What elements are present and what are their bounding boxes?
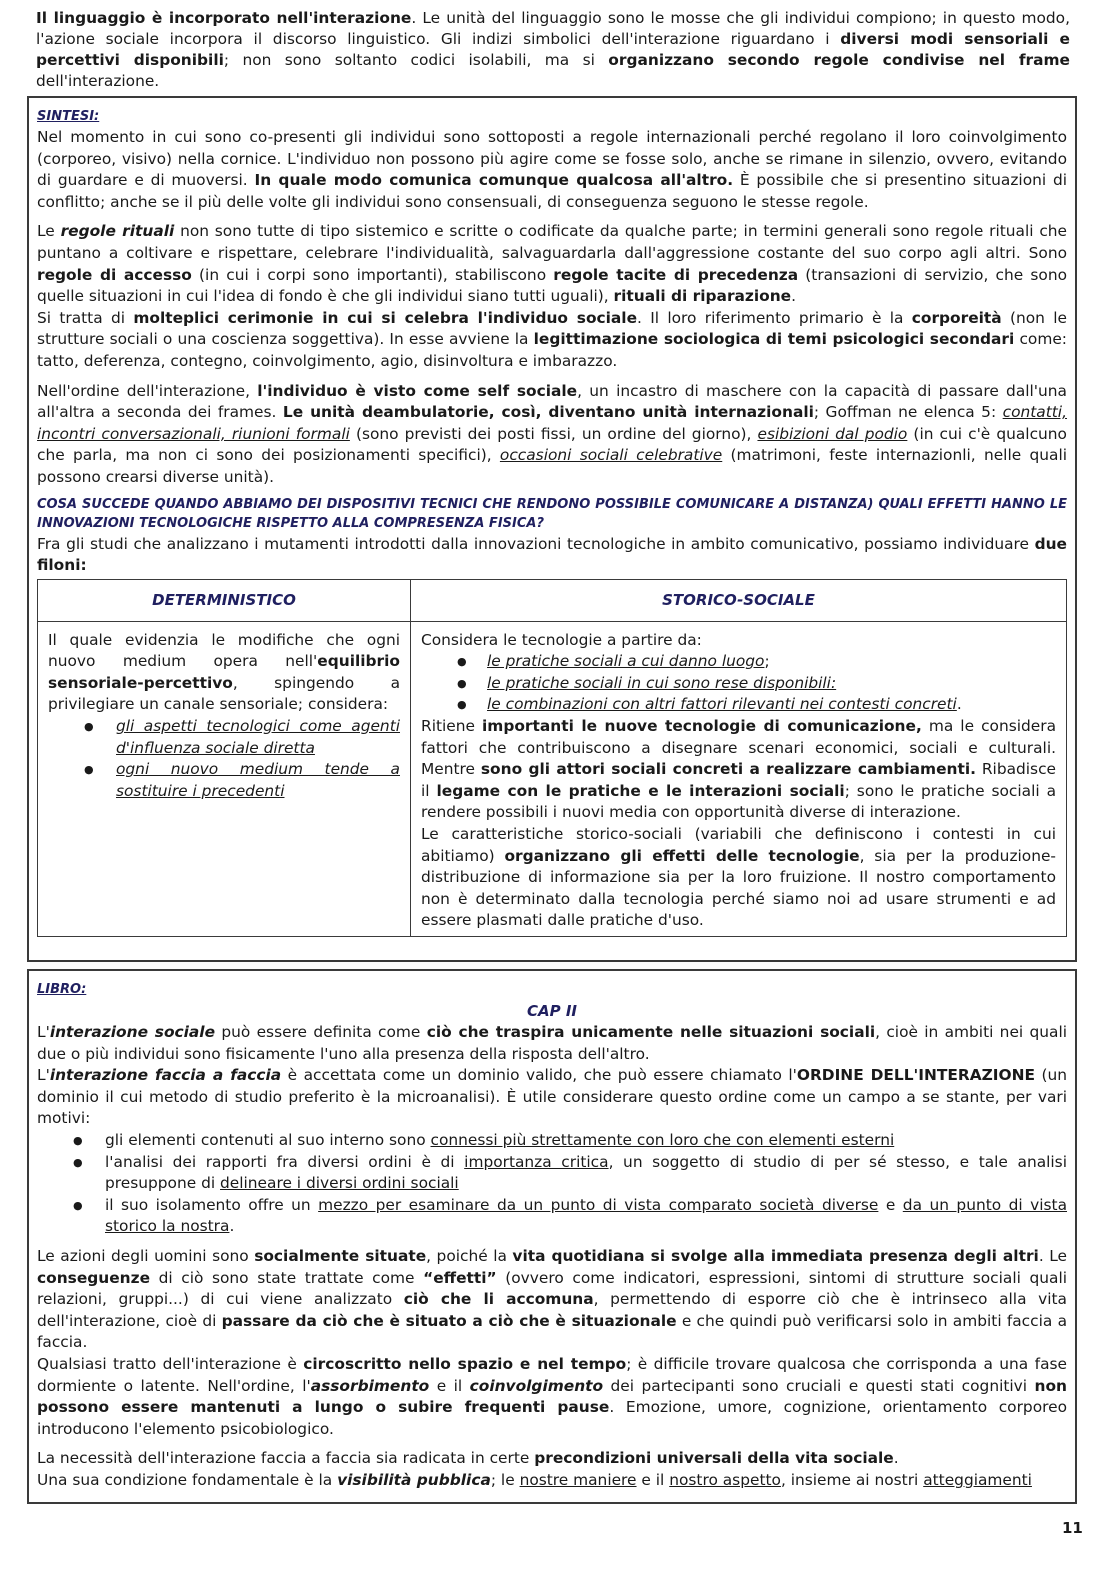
text: . Le unità del linguaggio sono le mosse che gli individui compiono; in questo modo, l'azione sociale incorpora il discorso linguistico. Gli indizi simbolici dell'interazione riguardano i: [36, 9, 1070, 48]
text: , permettendo di esporre ciò che è intrinseco alla vita dell'interazione, cioè di: [37, 1290, 1067, 1330]
cell-text: [48, 630, 400, 716]
list-item: [421, 694, 1056, 716]
bold-text: Le unità deambulatorie, così, diventano unità internazionali: [282, 403, 814, 422]
text: è accettata come un dominio valido, che può essere chiamato l': [281, 1066, 797, 1085]
libro-paragraph-3: [37, 1246, 1067, 1354]
text: può essere definita come: [215, 1023, 427, 1041]
sintesi-label: SINTESI:: [37, 109, 100, 124]
text: , cioè in ambiti nei quali due o più individui sono fisicamente l'uno alla presenza della risposta dell'altro.: [37, 1023, 1067, 1063]
text: e: [878, 1195, 903, 1214]
underlined-text: delineare i diversi ordini sociali: [220, 1174, 459, 1193]
text: ;: [764, 652, 770, 671]
text: non sono tutte di tipo sistemico e scritte o codificate da qualche parte; in termini generali sono regole rituali che puntano a coltivare e rispettare, celebrare l'individualità, salvaguardarla dall'aggressione costante del suo corpo agli altri. Sono: [37, 222, 1067, 262]
text: ma le considera fattori che contribuiscono a disegnare scenari economici, sociali e culturali. Mentre: [421, 717, 1056, 779]
bold-text: passare da ciò che è situato a ciò che è situazionale: [221, 1311, 677, 1330]
text: (ovvero come indicatori, espressioni, sintomi di strutture sociali quali relazioni, gruppi...) di cui viene analizzato: [37, 1268, 1067, 1309]
text: Le: [37, 222, 61, 241]
text: Ritiene: [421, 717, 483, 736]
libro-paragraph-5: [37, 1448, 1067, 1470]
bold-text: socialmente situate: [254, 1246, 427, 1265]
bold-italic-text: regole rituali: [60, 222, 175, 241]
bold-text: diversi modi sensoriali e percettivi disponibili: [36, 30, 1070, 69]
text: dei partecipanti sono cruciali e questi stati cognitivi: [603, 1376, 1035, 1395]
underlined-text: nostro aspetto: [669, 1470, 781, 1489]
sintesi-paragraph-2: [37, 221, 1067, 307]
bold-text: legittimazione sociologica di temi psicologici secondari: [533, 330, 1015, 349]
sintesi-paragraph-4: [37, 381, 1067, 489]
bold-text: sono gli attori sociali concreti a realizzare cambiamenti.: [480, 760, 976, 779]
bold-text: ciò che traspira unicamente nelle situazioni sociali: [426, 1023, 876, 1041]
underlined-text: le pratiche sociali a cui danno luogo: [487, 652, 765, 671]
bold-italic-text: coinvolgimento: [469, 1376, 604, 1395]
text: Le caratteristiche storico-sociali (variabili che definiscono i contesti in cui abitiamo): [421, 825, 1056, 865]
underlined-text: connessi più strettamente con loro che con elementi esterni: [430, 1130, 895, 1149]
bullet-list: [37, 1130, 1067, 1238]
table-header-storico-sociale: STORICO-SOCIALE: [411, 579, 1067, 621]
text: Nell'ordine dell'interazione,: [37, 381, 258, 400]
bold-text: ciò che li accomuna: [403, 1290, 594, 1309]
underlined-text: da un punto di vista storico la nostra: [105, 1195, 1068, 1236]
text: , poiché la: [426, 1246, 513, 1265]
libro-paragraph-1: [37, 1022, 1067, 1065]
bold-text: non possono essere mantenuti a lungo o subire frequenti pause: [37, 1376, 1067, 1417]
bold-text: rituali di riparazione: [613, 287, 792, 306]
text: ; le: [490, 1470, 520, 1489]
list-item: [37, 1152, 1067, 1195]
text: (un dominio il cui metodo di studio preferito è la microanalisi). È utile considerare questo ordine come un campo a se stante, per vari motivi:: [37, 1066, 1067, 1128]
bold-text: In quale modo comunica comunque qualcosa all'altro.: [254, 171, 734, 190]
underlined-text: ogni nuovo medium tende a sostituire i precedenti: [116, 760, 400, 800]
bold-text: molteplici cerimonie in cui si celebra l'individuo sociale: [133, 308, 638, 327]
sintesi-paragraph-3: [37, 308, 1067, 373]
bold-text: conseguenze: [37, 1268, 151, 1287]
text: e il: [636, 1470, 670, 1489]
cell-intro: Considera le tecnologie a partire da:: [421, 630, 702, 649]
text: .: [229, 1217, 235, 1236]
bold-italic-text: interazione faccia a faccia: [49, 1066, 282, 1085]
table-cell-storico-sociale: [411, 621, 1067, 936]
bold-text: Il linguaggio è incorporato nell'interazione: [36, 9, 412, 27]
text: (sono previsti dei posti fissi, un ordine del giorno),: [349, 424, 758, 443]
text: L': [37, 1023, 50, 1041]
underlined-text: mezzo per esaminare da un punto di vista comparato società diverse: [318, 1195, 879, 1214]
text: come: tatto, deferenza, contegno, coinvolgimento, agio, disinvoltura e imbarazzo.: [37, 330, 1067, 370]
bold-text: circoscritto nello spazio e nel tempo: [303, 1354, 627, 1373]
text: .: [893, 1449, 899, 1468]
sintesi-box: [27, 96, 1077, 962]
cell-text: [421, 716, 1056, 824]
bold-italic-text: interazione sociale: [49, 1023, 216, 1041]
text: ; Goffman ne elenca 5:: [813, 403, 1003, 422]
bold-italic-text: visibilità pubblica: [337, 1470, 491, 1489]
underlined-text: atteggiamenti: [923, 1470, 1032, 1489]
text: di ciò sono state trattate come: [150, 1268, 424, 1287]
text: (transazioni di servizio, che sono quelle situazioni in cui l'idea di fondo è che gli individui siano tutti uguali),: [37, 265, 1067, 306]
text: il suo isolamento offre un: [105, 1195, 319, 1214]
text: ; sono le pratiche sociali a rendere possibili i nuovi media con opportunità diverse di interazione.: [421, 781, 1057, 822]
text: Il quale evidenzia le modifiche che ogni nuovo medium opera nell': [48, 630, 400, 671]
bold-text: vita quotidiana si svolge alla immediata presenza degli altri: [512, 1246, 1039, 1265]
text: Qualsiasi tratto dell'interazione è: [37, 1354, 304, 1373]
text: , spingendo a privilegiare un canale sensoriale; considera:: [48, 673, 400, 714]
libro-paragraph-4: [37, 1354, 1067, 1440]
text: . Il loro riferimento primario è la: [637, 308, 912, 327]
text: (matrimoni, feste internazionli, nelle quali possono crearsi diverse unità).: [37, 446, 1067, 486]
underlined-text: gli aspetti tecnologici come agenti d'influenza sociale diretta: [116, 717, 400, 757]
bold-text: due filoni:: [37, 534, 1067, 575]
bold-text: legame con le pratiche e le interazioni sociali: [436, 781, 845, 800]
underlined-text: occasioni sociali celebrative: [499, 446, 723, 465]
list-item: [421, 673, 1056, 695]
text: gli elementi contenuti al suo interno sono: [105, 1130, 431, 1149]
underlined-text: esibizioni dal podio: [757, 424, 908, 443]
comparison-table: [37, 579, 1067, 937]
text: Ribadisce il: [421, 760, 1057, 800]
list-item: [48, 759, 400, 802]
text: Fra gli studi che analizzano i mutamenti introdotti dalla innovazioni tecnologiche in ambito comunicativo, possiamo individuare: [37, 534, 1035, 553]
section-question: COSA SUCCEDE QUANDO ABBIAMO DEI DISPOSITIVI TECNICI CHE RENDONO POSSIBILE COMUNICARE A DISTANZA) QUALI EFFETTI HANNO LE INNOVAZIONI TECNOLOGICHE RISPETTO ALLA COMPRESENZA FISICA?: [37, 496, 1067, 531]
chapter-title: CAP II: [527, 1002, 577, 1020]
underlined-text: nostre maniere: [519, 1470, 637, 1489]
bold-text: precondizioni universali della vita sociale: [534, 1449, 894, 1468]
bold-text: regole di accesso: [37, 265, 192, 284]
text: L': [37, 1066, 50, 1085]
bold-text: organizzano secondo regole condivise nel frame: [608, 51, 1070, 69]
intro-paragraph: [36, 8, 1070, 92]
text: , insieme ai nostri: [780, 1470, 924, 1489]
list-item: [37, 1195, 1067, 1238]
table-header-deterministico: DETERMINISTICO: [38, 579, 411, 621]
bold-text: ORDINE DELL'INTERAZIONE: [796, 1066, 1035, 1085]
text: ; non sono soltanto codici isolabili, ma si: [223, 51, 609, 69]
list-item: [37, 1130, 1067, 1152]
sintesi-paragraph-5: [37, 534, 1067, 577]
text: l'analisi dei rapporti fra diversi ordini è di: [105, 1152, 465, 1171]
libro-paragraph-2: [37, 1065, 1067, 1130]
bold-text: organizzano gli effetti delle tecnologie: [504, 846, 860, 865]
text: (in cui c'è qualcuno che parla, ma non ci sono dei posizionamenti specifici),: [37, 424, 1067, 465]
table-cell-deterministico: [38, 621, 411, 936]
list-item: [48, 716, 400, 759]
bold-text: importanti le nuove tecnologie di comunicazione,: [482, 717, 922, 736]
text: Le azioni degli uomini sono: [37, 1246, 255, 1265]
bold-italic-text: assorbimento: [310, 1376, 430, 1395]
cell-text: [421, 824, 1056, 932]
bullet-list: [421, 651, 1056, 716]
text: (in cui i corpi sono importanti), stabiliscono: [191, 265, 554, 284]
bold-text: “effetti”: [423, 1268, 497, 1287]
bold-text: regole tacite di precedenza: [553, 265, 799, 284]
text: e che quindi può verificarsi solo in ambiti faccia a faccia.: [37, 1311, 1067, 1352]
text: e il: [429, 1376, 470, 1395]
text: Una sua condizione fondamentale è la: [37, 1470, 338, 1489]
text: , un incastro di maschere con la capacità di passare dall'una all'altra a seconda dei frames.: [37, 381, 1067, 422]
page-number: 11: [1062, 1519, 1083, 1537]
text: , sia per la produzione-distribuzione di informazione sia per la loro fruizione. Il nostro comportamento non è determinato dalla tecnologia perché siamo noi ad usare strumenti e ad essere plasmati dalle pratiche d'uso.: [421, 846, 1056, 930]
bullet-list: [48, 716, 400, 802]
text: ; è difficile trovare qualcosa che corrisponda a una fase dormiente o latente. Nell'ordine, l': [37, 1354, 1067, 1395]
bold-text: l'individuo è visto come self sociale: [257, 381, 578, 400]
text: dell'interazione.: [36, 72, 160, 90]
bold-text: corporeità: [911, 308, 1002, 327]
bold-text: equilibrio sensoriale-percettivo: [48, 652, 400, 692]
text: Si tratta di: [37, 308, 134, 327]
text: La necessità dell'interazione faccia a faccia sia radicata in certe: [37, 1449, 535, 1468]
text: . Emozione, umore, cognizione, orientamento corporeo introducono l'elemento psicobiologico.: [37, 1398, 1067, 1438]
text: .: [956, 695, 962, 714]
list-item: [421, 651, 1056, 673]
underlined-text: le combinazioni con altri fattori rilevanti nei contesti concreti: [487, 695, 957, 714]
underlined-text: contatti, incontri conversazionali, riunioni formali: [37, 403, 1067, 443]
libro-paragraph-6: [37, 1470, 1067, 1492]
underlined-text: importanza critica: [464, 1152, 609, 1171]
text: . Le: [1038, 1246, 1067, 1265]
text: .: [791, 287, 797, 306]
text: Nel momento in cui sono co-presenti gli individui sono sottoposti a regole internazionali perché regolano il loro coinvolgimento (corporeo, visivo) nella cornice. L'individuo non possono più agire come se fosse solo, anche se rimane in silenzio, ovvero, evitando di guardare e di muoversi.: [37, 128, 1067, 190]
libro-box: [27, 969, 1077, 1504]
libro-label: LIBRO:: [37, 982, 87, 997]
text: , un soggetto di studio di per sé stesso, e tale analisi presuppone di: [105, 1152, 1067, 1193]
underlined-text: le pratiche sociali in cui sono rese disponibili:: [487, 673, 837, 692]
text: È possibile che si presentino situazioni di conflitto; anche se il più delle volte gli individui sono consensuali, di conseguenza seguono le stesse regole.: [37, 171, 1067, 211]
text: (non le strutture sociali o una coscienza soggettiva). In esse avviene la: [37, 308, 1067, 349]
sintesi-paragraph-1: [37, 127, 1067, 213]
